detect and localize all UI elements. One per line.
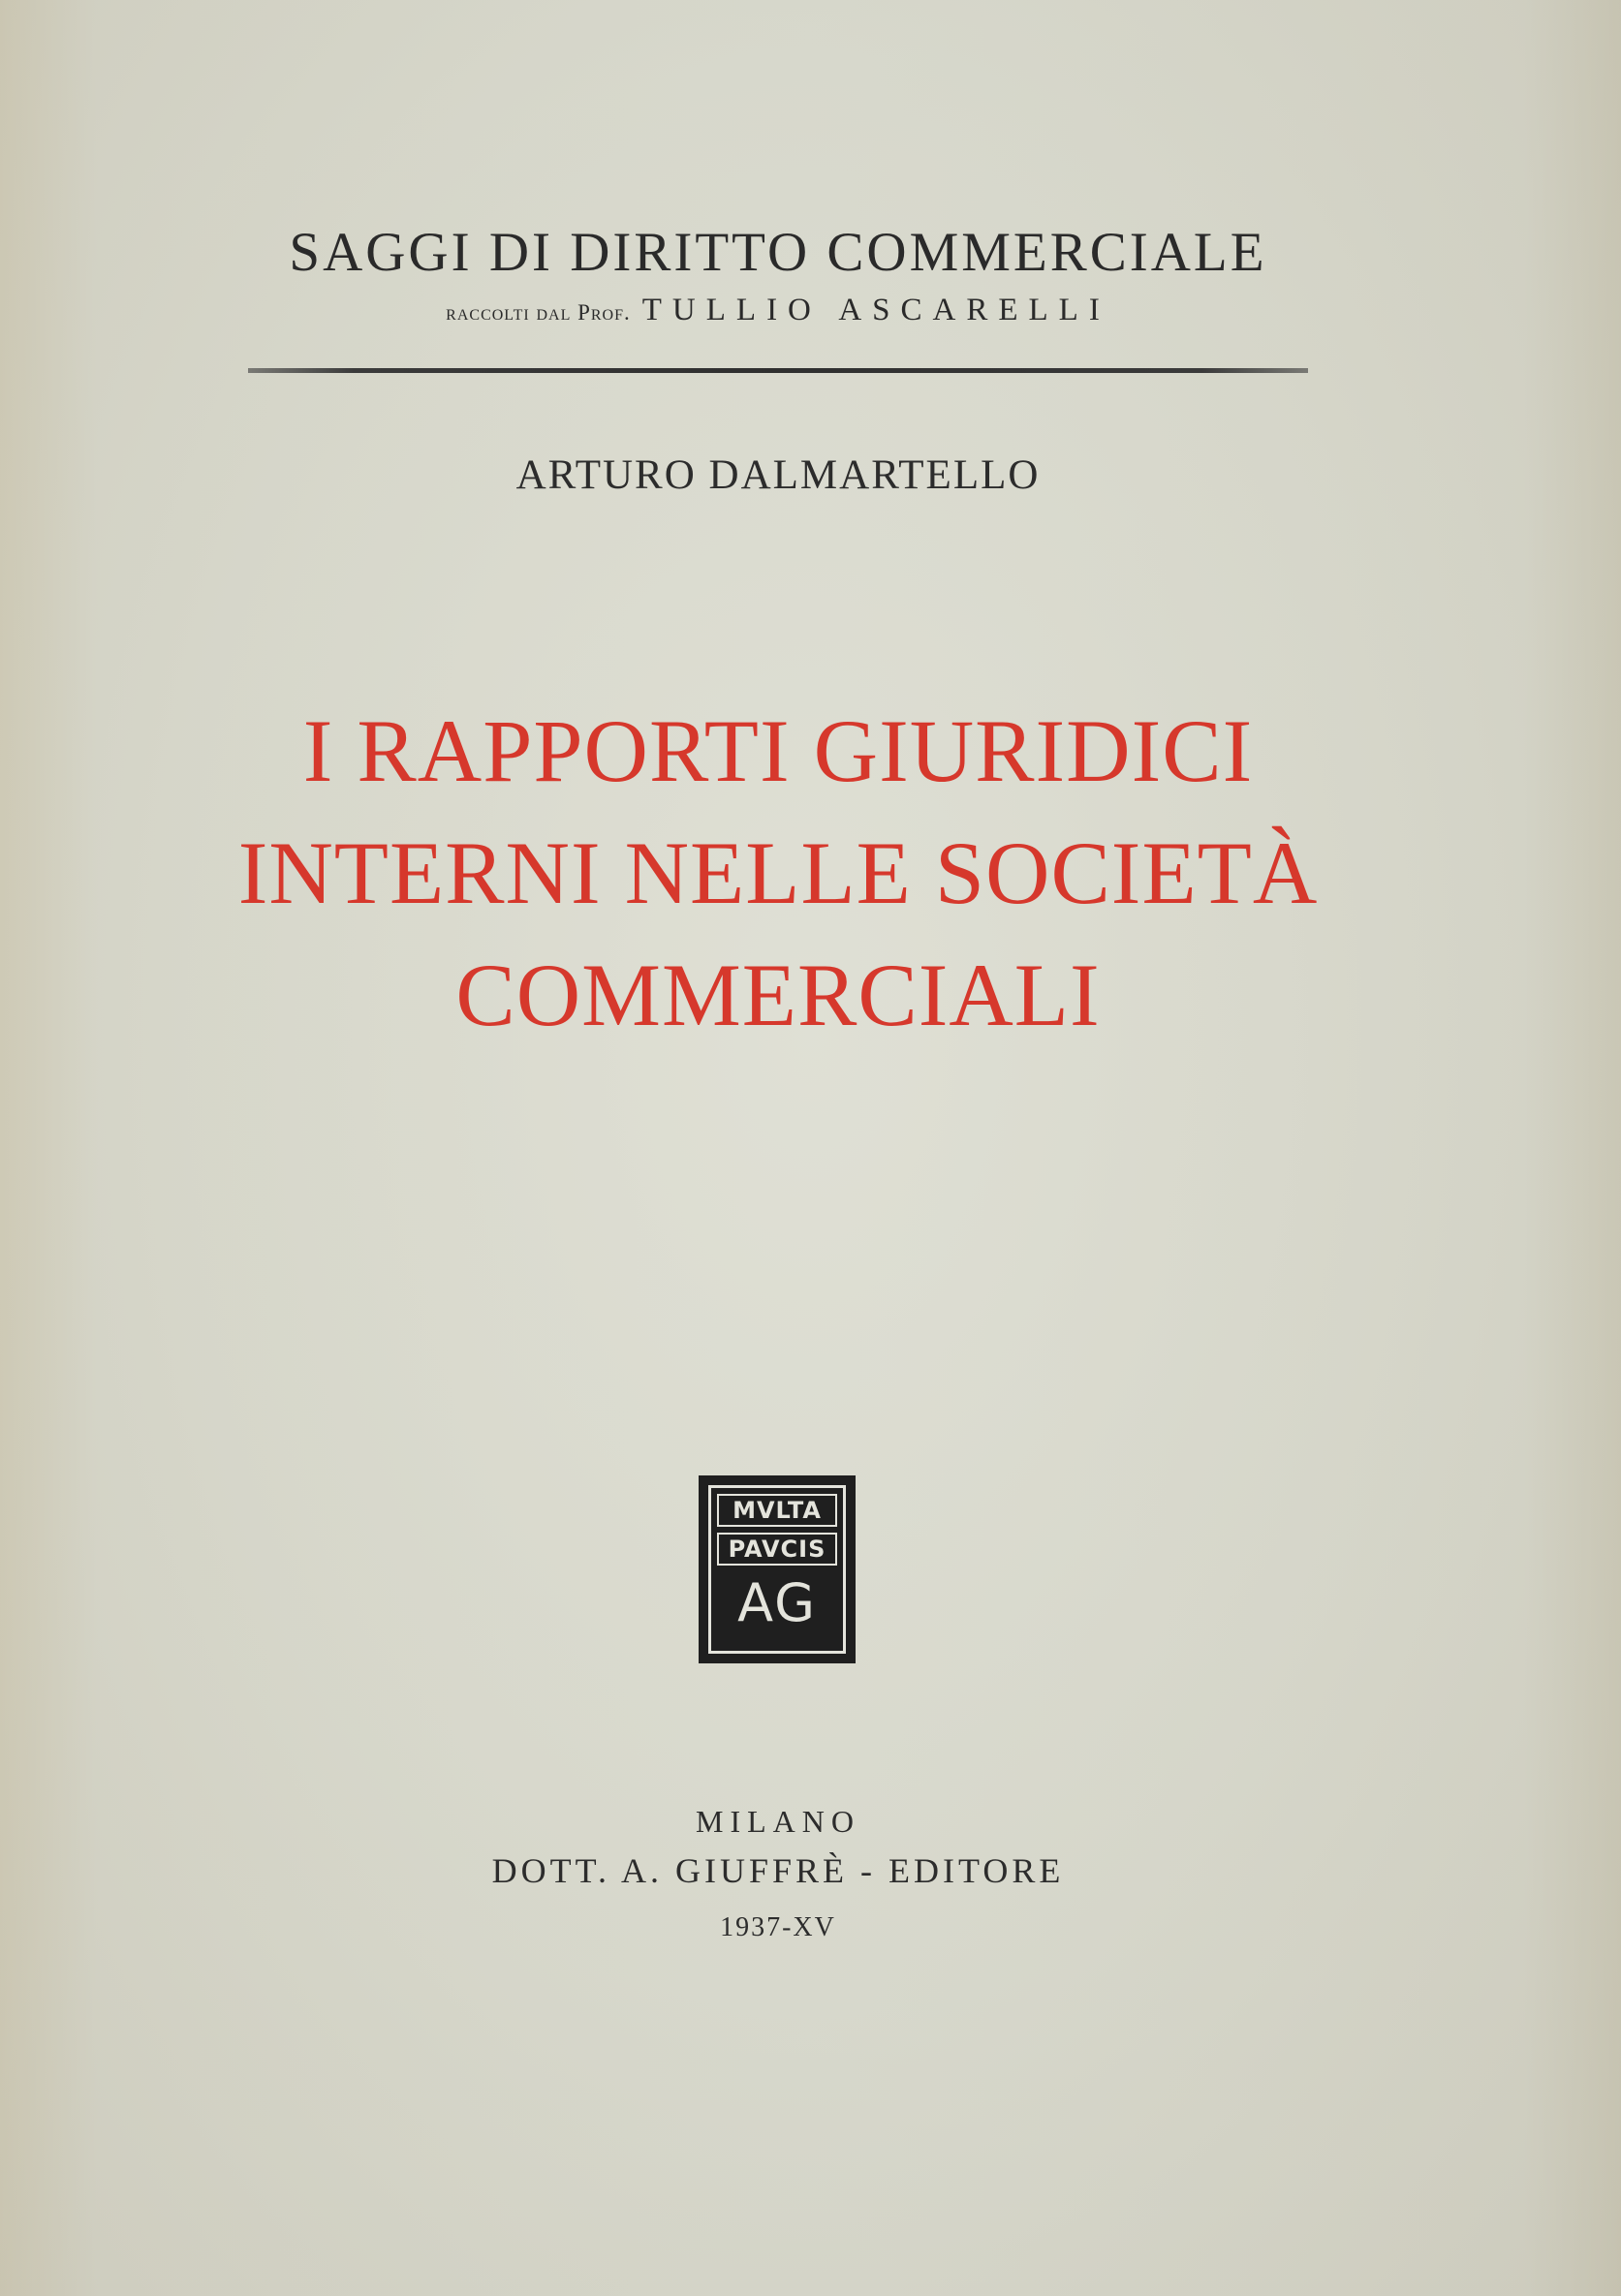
publisher-logo-frame — [708, 1485, 846, 1654]
header-divider — [248, 368, 1308, 373]
series-editor-line — [248, 293, 1308, 328]
book-title — [194, 690, 1362, 1056]
title-line-1: I RAPPORTI GIURIDICI — [302, 701, 1254, 800]
title-line-3: COMMERCIALI — [455, 946, 1101, 1044]
editor-prefix: raccolti dal Prof. — [446, 300, 631, 325]
title-line-2: INTERNI NELLE SOCIETÀ — [237, 823, 1319, 922]
publisher-logo — [699, 1475, 856, 1663]
imprint-year: 1937-XV — [720, 1912, 836, 1942]
editor-name: TULLIO ASCARELLI — [641, 293, 1110, 327]
imprint-publisher: DOTT. A. GIUFFRÈ - EDITORE — [491, 1851, 1065, 1890]
series-title: SAGGI DI DIRITTO COMMERCIALE — [289, 222, 1267, 283]
logo-motto-line-2: PAVCIS — [717, 1533, 837, 1566]
logo-motto-line-1: MVLTA — [717, 1494, 837, 1527]
author-name: ARTURO DALMARTELLO — [515, 452, 1041, 498]
logo-monogram: AG — [737, 1572, 817, 1633]
imprint-city: MILANO — [696, 1804, 860, 1839]
